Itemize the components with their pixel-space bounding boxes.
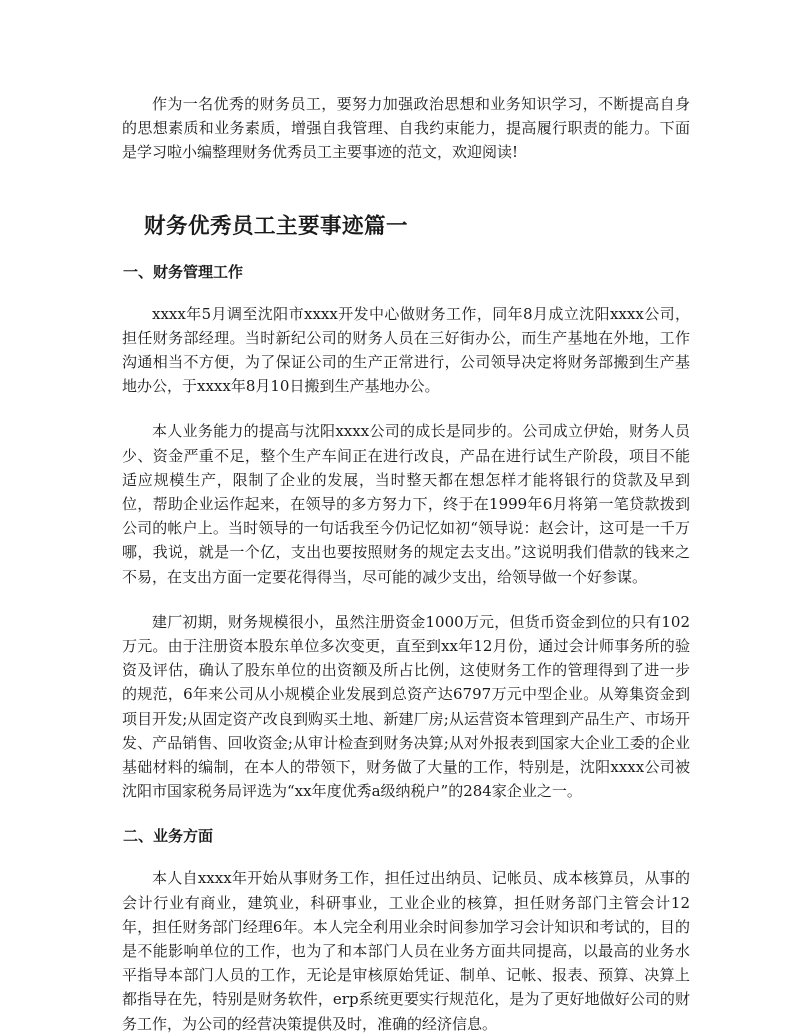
body-paragraph: 建厂初期，财务规模很小，虽然注册资金1000万元，但货币资金到位的只有102万元。由于注册资本股东单位多次变更，直至到xx年12月份，通过会计师事务所的验资及评估，确认了股东单位的出资额及所占比例，这使财务工作的管理得到了进一步的规范，6年来公司从小规模企业发展到总资产达6797万元中型企业。从筹集资金到项目开发;从固定资产改良到购买土地、新建厂房;从运营资本管理到产品生产、市场开发、产品销售、回收资金;从审计检查到财务决算;从对外报表到国家大企业工委的企业基础材料的编制，在本人的带领下，财务做了大量的工作，特别是，沈阳xxxx公司被沈阳市国家税务局评选为“xx年度优秀a级纳税户”的284家企业之一。 <box>122 612 690 801</box>
section-heading-finance-management: 一、财务管理工作 <box>123 262 244 281</box>
body-paragraph: xxxx年5月调至沈阳市xxxx开发中心做财务工作，同年8月成立沈阳xxxx公司，担任财务部经理。当时新纪公司的财务人员在三好街办公，而生产基地在外地，工作沟通相当不方便，为了保证公司的生产正常进行，公司领导决定将财务部搬到生产基地办公，于xxxx年8月10日搬到生产基地办公。 <box>122 304 690 396</box>
document-page <box>122 92 690 1036</box>
section-heading-business: 二、业务方面 <box>123 827 214 846</box>
intro-paragraph: 作为一名优秀的财务员工，要努力加强政治思想和业务知识学习，不断提高自身的思想素质和业务素质，增强自我管理、自我约束能力，提高履行职责的能力。下面是学习啦小编整理财务优秀员工主要事迹的范文，欢迎阅读! <box>122 95 690 162</box>
body-paragraph: 本人业务能力的提高与沈阳xxxx公司的成长是同步的。公司成立伊始，财务人员少、资金严重不足，整个生产车间正在进行改良，产品在进行试生产阶段，项目不能适应规模生产，限制了企业的发展，当时整天都在想怎样才能将银行的贷款及早到位，帮助企业运作起来，在领导的多方努力下，终于在1999年6月将第一笔贷款拨到公司的帐户上。当时领导的一句话我至今仍记忆如初“领导说：赵会计，这可是一千万哪，我说，就是一个亿，支出也要按照财务的规定去支出。”这说明我们借款的钱来之不易，在支出方面一定要花得得当，尽可能的减少支出，给领导做一个好参谋。 <box>122 422 690 586</box>
body-paragraph: 本人自xxxx年开始从事财务工作，担任过出纳员、记帐员、成本核算员，从事的会计行业有商业，建筑业，科研事业，工业企业的核算，担任财务部门主管会计12年，担任财务部门经理6年。本人完全利用业余时间参加学习会计知识和考试的，目的是不能影响单位的工作，也为了和本部门人员在业务方面共同提高，以最高的业务水平指导本部门人员的工作，无论是审核原始凭证、制单、记帐、报表、预算、决算上都指导在先，特别是财务软件，erp系统更要实行规范化，是为了更好地做好公司的财务工作，为公司的经营决策提供及时，准确的经济信息。 <box>122 869 690 1033</box>
article-title: 财务优秀员工主要事迹篇一 <box>144 213 409 239</box>
